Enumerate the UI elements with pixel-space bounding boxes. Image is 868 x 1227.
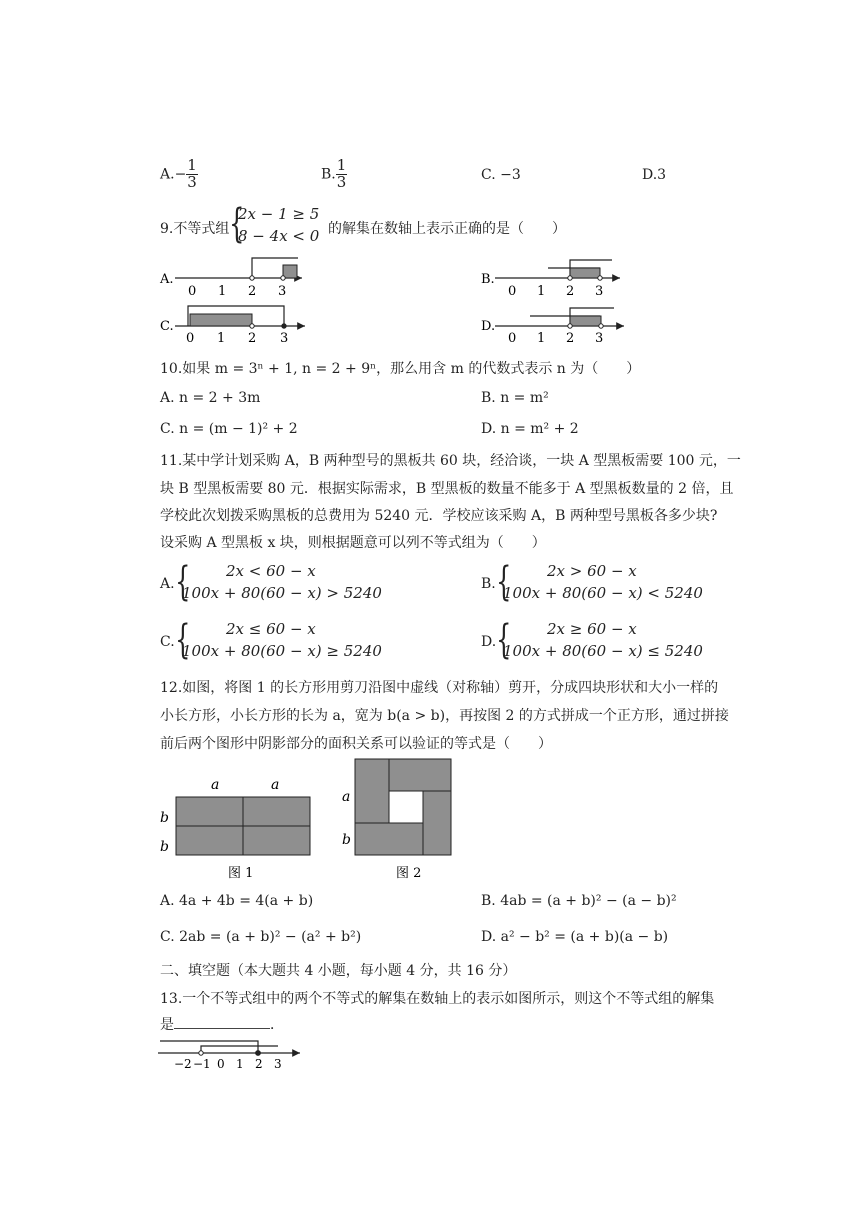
q11-option-b-label: B. [481, 576, 496, 592]
q10-option-d: D. n = m² + 2 [481, 421, 579, 437]
q8-option-d: D.3 [642, 167, 667, 183]
fig2-caption: 图 2 [396, 866, 422, 881]
svg-text:3: 3 [280, 331, 289, 346]
q9-d-label: D. [481, 319, 496, 334]
q13-number-line [150, 1035, 350, 1075]
q11-line-4: 设采购 A 型黑板 x 块，则根据题意可以列不等式组为（ ） [160, 535, 546, 551]
fig2-center-hole [389, 791, 423, 823]
q13-answer-blank [174, 1016, 270, 1029]
svg-text:2: 2 [255, 1057, 263, 1071]
svg-text:0: 0 [186, 331, 195, 346]
svg-text:1: 1 [537, 331, 546, 346]
q11-line-2: 块 B 型黑板需要 80 元．根据实际需求，B 型黑板的数量不能多于 A 型黑板数量的 2 倍，且 [160, 481, 734, 497]
q12-option-c: C. 2ab = (a + b)² − (a² + b²) [160, 929, 362, 945]
q9-a-shade [283, 265, 297, 278]
svg-text:3: 3 [595, 284, 604, 299]
svg-text:1: 1 [218, 284, 227, 299]
svg-text:−2: −2 [174, 1057, 192, 1071]
q9-stem-suffix: 的解集在数轴上表示正确的是（ ） [328, 221, 566, 237]
q13-ray-right [201, 1046, 278, 1053]
q12-figures [0, 755, 868, 885]
fig2-label-b: b [342, 832, 351, 848]
fig1-caption: 图 1 [228, 866, 254, 881]
svg-text:1: 1 [217, 331, 226, 346]
q12-line-1: 12.如图，将图 1 的长方形用剪刀沿图中虚线（对称轴）剪开，分成四块形状和大小一样的 [160, 680, 719, 696]
q13-line-2: 是 ． [160, 1017, 284, 1033]
fig1-label-b-bottom: b [160, 839, 169, 855]
q12-line-2: 小长方形，小长方形的长为 a，宽为 b(a > b)，再按图 2 的方式拼成一个正方形，通过拼接 [160, 708, 729, 724]
q13-ray-left [160, 1041, 258, 1053]
fig1-rect-tl [176, 797, 243, 826]
svg-text:3: 3 [274, 1057, 282, 1071]
q11-option-a-label: A. [160, 576, 175, 592]
q9-c-label: C. [160, 319, 174, 334]
q10-option-c: C. n = (m − 1)² + 2 [160, 421, 298, 437]
q11-a-brace: { [175, 559, 191, 605]
q11-d-brace: { [496, 617, 512, 663]
svg-text:2: 2 [248, 331, 257, 346]
fig1-label-a-left: a [211, 777, 220, 793]
q9-d-ticks [508, 331, 603, 346]
q9-brace: { [229, 201, 245, 247]
q9-b-ticks [508, 284, 603, 299]
fig2-label-a: a [342, 789, 351, 805]
fig1-rect-bl [176, 826, 243, 855]
q12-line-3: 前后两个图形中阴影部分的面积关系可以验证的等式是（ ） [160, 736, 552, 752]
svg-text:2: 2 [566, 284, 575, 299]
q9-system: 2x − 1 ≥ 5 8 − 4x < 0 [238, 205, 320, 245]
q9-b-label: B. [481, 272, 495, 287]
q11-c-brace: { [175, 617, 191, 663]
q11-option-c-system: 2x ≤ 60 − x 100x + 80(60 − x) ≥ 5240 [182, 620, 382, 660]
q12-option-d: D. a² − b² = (a + b)(a − b) [481, 929, 669, 945]
q9-c-ticks [186, 331, 288, 346]
svg-text:2: 2 [566, 331, 575, 346]
q8-option-b: B. $\frac{1}{3}$ [321, 156, 347, 191]
q9-c-shade [190, 314, 252, 326]
svg-text:2: 2 [248, 284, 257, 299]
q9-number-lines [0, 250, 868, 350]
q8-option-c: C. −3 [481, 167, 521, 183]
q9-stem-prefix: 9.不等式组 [160, 221, 230, 237]
q10-option-a: A. n = 2 + 3m [160, 390, 261, 406]
q9-a-ticks [188, 284, 286, 299]
svg-text:−1: −1 [193, 1057, 211, 1071]
svg-text:0: 0 [508, 284, 517, 299]
svg-text:0: 0 [508, 331, 517, 346]
q9-d-shade [570, 316, 601, 326]
q9-b-shade [570, 268, 600, 278]
q8-option-a: A.− $\frac{1}{3}$ [160, 156, 197, 191]
q9-a-label: A. [160, 272, 174, 287]
q11-line-3: 学校此次划拨采购黑板的总费用为 5240 元．学校应该采购 A，B 两种型号黑板各多少块? [160, 508, 718, 524]
q10-option-b: B. n = m² [481, 390, 549, 406]
svg-text:3: 3 [278, 284, 287, 299]
q11-option-c-label: C. [160, 634, 175, 650]
svg-text:3: 3 [595, 331, 604, 346]
section-2-title: 二、填空题（本大题共 4 小题，每小题 4 分，共 16 分） [160, 963, 517, 979]
q13-line-1: 13.一个不等式组中的两个不等式的解集在数轴上的表示如图所示，则这个不等式组的解集 [160, 991, 715, 1007]
fig1-rect-tr [243, 797, 310, 826]
q13-ticks [174, 1057, 282, 1071]
q11-option-d-label: D. [481, 634, 497, 650]
fig1-rect-br [243, 826, 310, 855]
svg-text:0: 0 [188, 284, 197, 299]
fig1-label-b-top: b [160, 810, 169, 826]
q12-option-b: B. 4ab = (a + b)² − (a − b)² [481, 893, 677, 909]
q12-option-a: A. 4a + 4b = 4(a + b) [160, 893, 314, 909]
svg-text:1: 1 [537, 284, 546, 299]
q11-option-d-system: 2x ≥ 60 − x 100x + 80(60 − x) ≤ 5240 [503, 620, 703, 660]
q11-line-1: 11.某中学计划采购 A，B 两种型号的黑板共 60 块，经洽谈，一块 A 型黑板需要 100 元，一 [160, 453, 741, 469]
svg-text:0: 0 [217, 1057, 225, 1071]
svg-text:1: 1 [236, 1057, 244, 1071]
q11-option-b-system: 2x > 60 − x 100x + 80(60 − x) < 5240 [503, 562, 703, 602]
q11-b-brace: { [496, 559, 512, 605]
q11-option-a-system: 2x < 60 − x 100x + 80(60 − x) > 5240 [182, 562, 382, 602]
q10-stem: 10.如果 m = 3ⁿ + 1, n = 2 + 9ⁿ，那么用含 m 的代数式表示 n 为（ ） [160, 361, 641, 377]
fig1-label-a-right: a [271, 777, 280, 793]
